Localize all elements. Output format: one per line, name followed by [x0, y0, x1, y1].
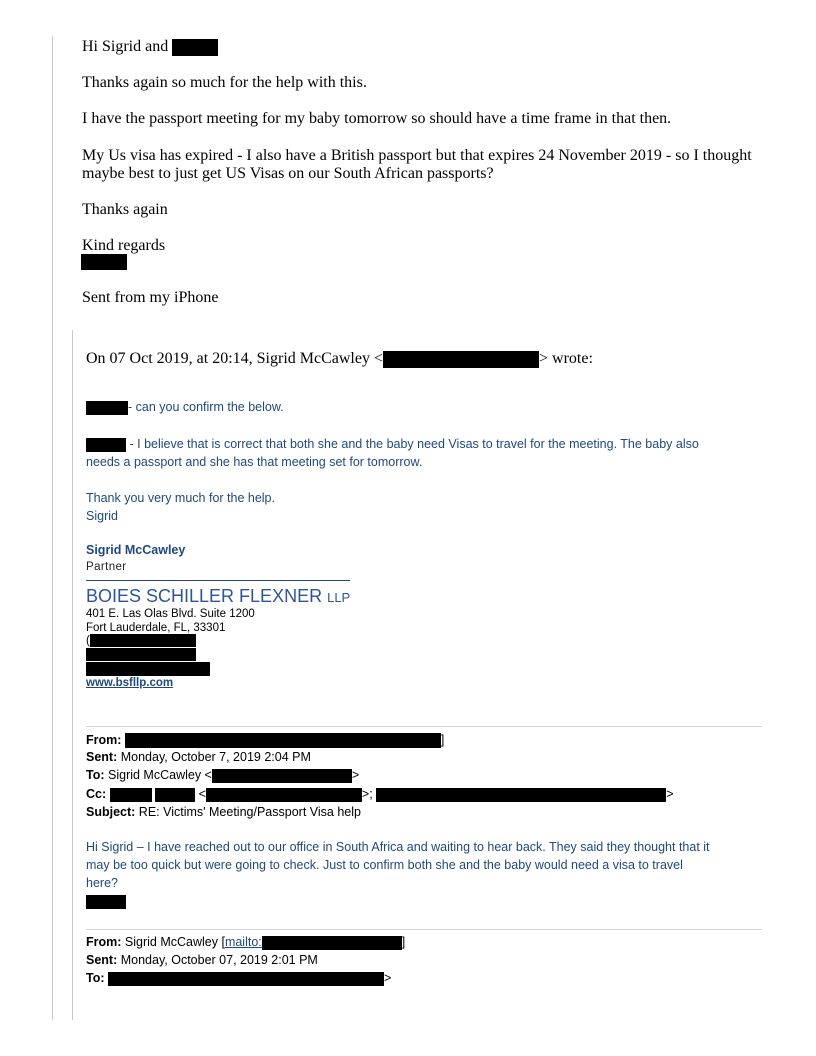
firm-llp: LLP [327, 590, 351, 605]
signature-phone [86, 634, 196, 648]
sent-from: Sent from my iPhone [82, 289, 219, 306]
reply-regards: Kind regards [82, 237, 166, 254]
greeting-text: Hi Sigrid and [82, 38, 169, 55]
redaction [262, 936, 402, 950]
quote-bar-inner [72, 330, 73, 1020]
from-value: Sigrid McCawley [ [124, 935, 225, 949]
reply-line: Thanks again so much for the help with this. [82, 74, 367, 91]
quote-intro-prefix: On 07 Oct 2019, at 20:14, Sigrid McCawley < [86, 350, 383, 367]
reply-line: My Us visa has expired - I also have a British passport but that expires 24 November 2019 - so I thought [82, 147, 752, 164]
sent-value: Monday, October 07, 2019 2:01 PM [120, 953, 318, 967]
divider [86, 929, 762, 930]
email1-cc [86, 786, 674, 803]
body-line: here? [86, 876, 118, 890]
quote-sign: Sigrid [86, 509, 118, 523]
quote-intro-suffix: > wrote: [539, 350, 593, 367]
from-close: ] [440, 733, 445, 747]
address-line: 401 E. Las Olas Blvd. Suite 1200 [86, 608, 255, 620]
cc-label: Cc: [86, 787, 107, 801]
address-line: Fort Lauderdale, FL, 33301 [86, 622, 226, 634]
to-close: > [351, 768, 360, 782]
firm-logo [86, 585, 350, 609]
signature-name: Sigrid McCawley [86, 543, 186, 557]
redaction [86, 895, 126, 909]
body-line: Hi Sigrid – I have reached out to our office in South Africa and waiting to hear back. They said they thought that it [86, 840, 710, 854]
reply-line: I have the passport meeting for my baby tomorrow so should have a time frame in that then. [82, 110, 672, 127]
cc-sep: >; [361, 787, 373, 801]
reply-thanks: Thanks again [82, 201, 168, 218]
to-value: Sigrid McCawley < [108, 768, 212, 782]
redaction [108, 972, 384, 986]
to-label: To: [86, 971, 105, 985]
from-close: ] [401, 935, 406, 949]
mailto-link[interactable]: mailto: [224, 935, 262, 949]
redaction [110, 788, 152, 802]
redaction [125, 733, 441, 748]
quote-believe-line: needs a passport and she has that meeting set for tomorrow. [86, 455, 423, 469]
email2-sent [86, 952, 318, 969]
quote-confirm-text: - can you confirm the below. [128, 400, 284, 414]
reply-line: maybe best to just get US Visas on our South African passports? [82, 165, 494, 182]
from-label: From: [86, 935, 122, 949]
redaction [212, 769, 352, 783]
email1-subject [86, 804, 361, 821]
signature-title: Partner [86, 561, 127, 573]
redaction [172, 39, 218, 56]
firm-name: BOIES SCHILLER FLEXNER [86, 586, 323, 606]
signature-address [86, 607, 255, 635]
email2-to [86, 970, 391, 987]
email2-from [86, 934, 405, 951]
sent-label: Sent: [86, 750, 118, 764]
sent-label: Sent: [86, 953, 118, 967]
body-line: may be too quick but were going to check. Just to confirm both she and the baby would need a visa to travel [86, 858, 683, 872]
redaction [155, 788, 195, 802]
redaction [86, 438, 126, 452]
subject-value: RE: Victims' Meeting/Passport Visa help [138, 805, 361, 819]
redaction [86, 662, 210, 676]
email1-sent [86, 749, 311, 766]
quote-intro [86, 349, 593, 368]
from-label: From: [86, 733, 122, 747]
redaction [376, 788, 666, 802]
redaction [86, 401, 128, 415]
greeting [82, 37, 218, 56]
email1-body [86, 838, 710, 892]
subject-label: Subject: [86, 805, 136, 819]
quote-believe-line: - I believe that is correct that both she and the baby need Visas to travel for the meeting. The baby also [129, 437, 699, 451]
redaction [206, 788, 362, 802]
redaction [86, 648, 196, 661]
divider [86, 726, 762, 727]
sent-value: Monday, October 7, 2019 2:04 PM [120, 750, 311, 764]
phone-paren: ( [86, 635, 90, 647]
to-label: To: [86, 768, 105, 782]
email1-to [86, 767, 359, 784]
cc-close: > [666, 787, 674, 801]
quote-believe [86, 435, 699, 471]
redaction [90, 634, 196, 647]
email1-from [86, 732, 444, 749]
cc-lt: < [198, 787, 206, 801]
to-close: > [384, 971, 392, 985]
quote-confirm [86, 399, 284, 416]
redaction [81, 254, 127, 270]
quote-bar-outer [52, 36, 53, 1020]
website-link[interactable]: www.bsfllp.com [86, 677, 174, 689]
redaction [383, 351, 539, 368]
signature-divider [86, 580, 350, 581]
quote-thankyou: Thank you very much for the help. [86, 491, 275, 505]
quote-thanks [86, 489, 275, 525]
